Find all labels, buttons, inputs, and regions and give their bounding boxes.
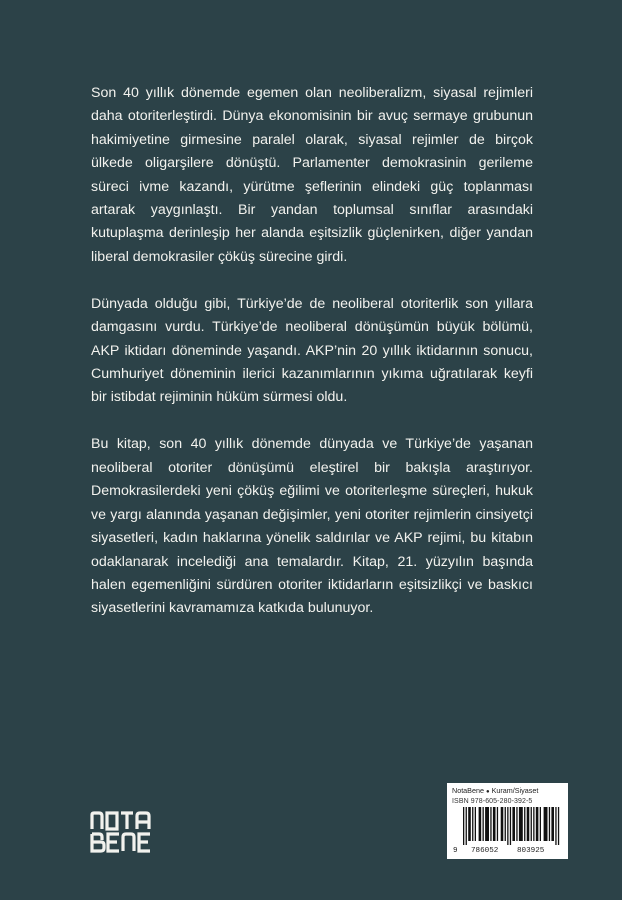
barcode-label [447,783,568,859]
barcode-publisher-line [452,786,563,797]
blurb-paragraph-3: Bu kitap, son 40 yıllık dönemde dünyada ve Türkiye’de yaşanan neoliberal otoriter dönüşümü eleştirel bir bakışla araştırıyor. Demokrasilerdeki yeni çöküş eğilimi ve otoriterleşme süreçleri, hukuk ve yargı alanında yaşanan değişimler, yeni otoriter rejimlerin cinsiyetçi siyasetleri, kadın haklarına yönelik saldırılar ve AKP rejimi, bu kitabın odaklanarak incelediği ana temalardır. Kitap, 21. yüzyılın başında halen egemenliğini sürdüren otoriter iktidarların eşitsizlikçi ve baskıcı siyasetlerini kavramamıza katkıda bulunuyor. [91,436,533,617]
isbn-text: ISBN 978-605-280-392-5 [452,798,533,805]
publisher-logo [90,810,154,854]
barcode-category: Kuram/Siyaset [491,786,539,795]
barcode-bars [463,807,561,845]
blurb-paragraph-1: Son 40 yıllık dönemde egemen olan neoliberalizm, siyasal rejimleri daha otoriterleştirdi. Dünya ekonomisinin bir avuç sermaye grubunun hakimiyetine girmesine paralel olarak, siyasal rejimler de birçok ülkede oligarşilere dönüştü. Parlamenter demokrasinin gerileme süreci ivme kazandı, yürütme şeflerinin elindeki güç toplanması artarak yaygınlaştı. Bir yandan toplumsal sınıflar arasındaki kutuplaşma derinleşip her alanda eşitsizlik güçlenirken, diğer yandan liberal demokrasiler çöküş sürecine girdi. [91,85,533,265]
barcode-digits [451,846,565,856]
back-cover-blurb [91,82,533,644]
barcode-digits-right: 803925 [517,847,545,855]
notabene-logo-icon [90,810,154,854]
barcode-digits-left: 786052 [471,847,499,855]
blurb-paragraph-2: Dünyada olduğu gibi, Türkiye’de de neoliberal otoriterlik son yıllara damgasını vurdu. Türkiye’de neoliberal dönüşümün büyük bölümü, AKP iktidarı döneminde yaşandı. AKP’nin 20 yıllık iktidarının sonucu, Cumhuriyet döneminin ilerici kazanımlarının yıkıma uğratılarak keyfi bir istibdat rejiminin hüküm sürmesi oldu. [91,295,533,406]
barcode-digit-lead: 9 [453,847,458,855]
barcode-publisher: NotaBene [452,786,484,795]
separator-dot-icon: ● [485,789,490,795]
